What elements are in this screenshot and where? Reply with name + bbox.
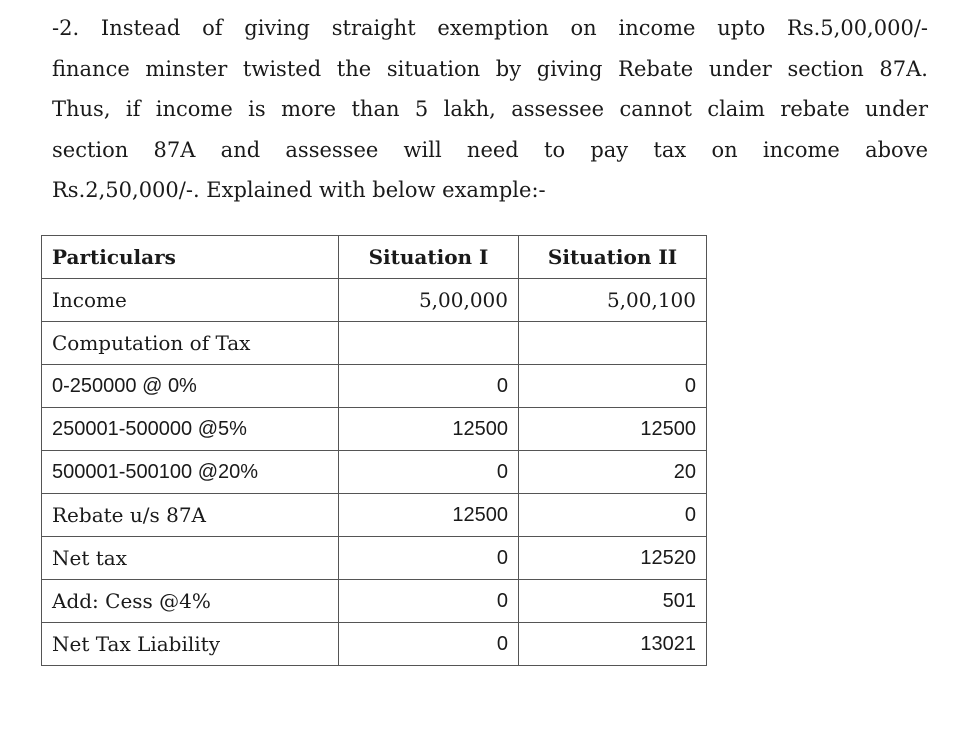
situation-1-value: 0 (339, 451, 519, 494)
situation-2-value: 0 (519, 365, 707, 408)
situation-1-value: 0 (339, 580, 519, 623)
row-label: Rebate u/s 87A (42, 494, 339, 537)
situation-1-value: 0 (339, 365, 519, 408)
row-label: Income (42, 279, 339, 322)
explanation-paragraph (52, 8, 928, 211)
table-row (42, 365, 707, 408)
paragraph-line-2: finance minster twisted the situation by giving Rebate under section 87A. (52, 56, 928, 81)
paragraph-line-4: section 87A and assessee will need to pay tax on income above (52, 137, 928, 162)
row-label: 500001-500100 @20% (42, 451, 339, 494)
row-label: Add: Cess @4% (42, 580, 339, 623)
table-row (42, 451, 707, 494)
paragraph-line-1: -2. Instead of giving straight exemption on income upto Rs.5,00,000/- (52, 16, 928, 40)
situation-1-value: 12500 (339, 494, 519, 537)
situation-1-value (339, 322, 519, 365)
table-row (42, 322, 707, 365)
tax-comparison-table (41, 235, 707, 666)
situation-1-value: 5,00,000 (339, 279, 519, 322)
header-particulars: Particulars (42, 236, 339, 279)
row-label: Computation of Tax (42, 322, 339, 365)
table-row (42, 494, 707, 537)
situation-2-value: 12500 (519, 408, 707, 451)
table-row (42, 623, 707, 666)
table-header-row (42, 236, 707, 279)
situation-2-value: 0 (519, 494, 707, 537)
paragraph-line-3: Thus, if income is more than 5 lakh, assessee cannot claim rebate under (52, 97, 928, 122)
situation-2-value: 5,00,100 (519, 279, 707, 322)
paragraph-line-5: Rs.2,50,000/-. Explained with below example:- (52, 178, 546, 203)
situation-2-value (519, 322, 707, 365)
row-label: 250001-500000 @5% (42, 408, 339, 451)
situation-1-value: 0 (339, 623, 519, 666)
situation-2-value: 20 (519, 451, 707, 494)
situation-1-value: 12500 (339, 408, 519, 451)
situation-2-value: 501 (519, 580, 707, 623)
header-situation-1: Situation I (339, 236, 519, 279)
table-row (42, 580, 707, 623)
situation-2-value: 12520 (519, 537, 707, 580)
table-row (42, 408, 707, 451)
situation-1-value: 0 (339, 537, 519, 580)
situation-2-value: 13021 (519, 623, 707, 666)
header-situation-2: Situation II (519, 236, 707, 279)
row-label: Net Tax Liability (42, 623, 339, 666)
table-row (42, 537, 707, 580)
table-row (42, 279, 707, 322)
row-label: 0-250000 @ 0% (42, 365, 339, 408)
row-label: Net tax (42, 537, 339, 580)
